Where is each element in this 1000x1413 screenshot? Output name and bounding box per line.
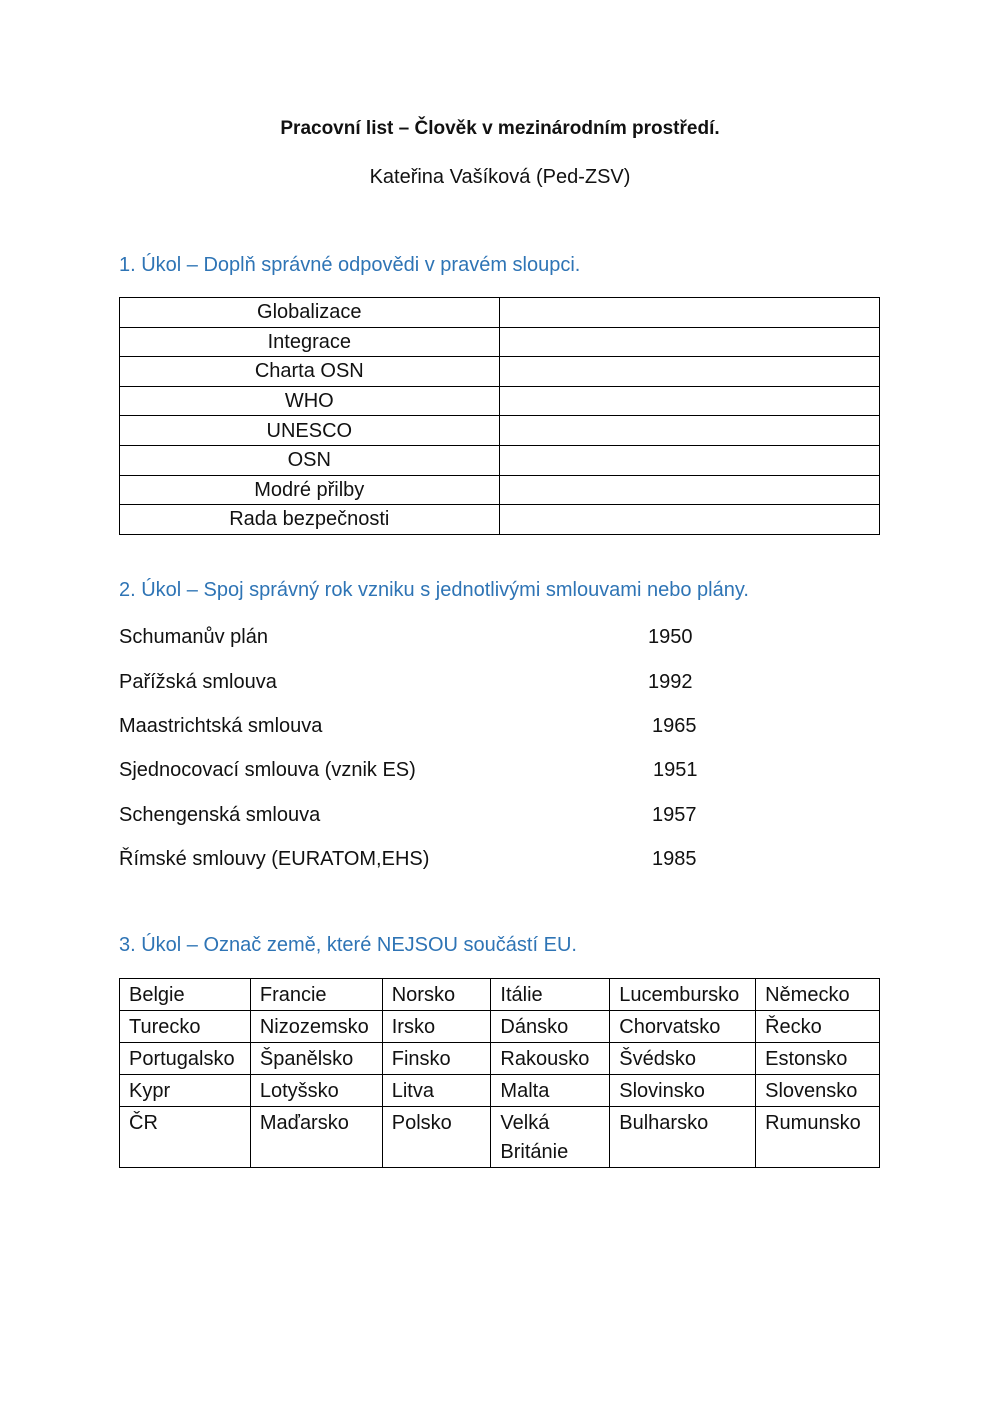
treaty-label[interactable]: Maastrichtská smlouva xyxy=(119,715,323,737)
term-cell: Modré přilby xyxy=(120,475,500,505)
country-cell[interactable]: Slovensko xyxy=(756,1075,880,1107)
match-row xyxy=(119,844,759,874)
year-label[interactable]: 1951 xyxy=(653,759,698,781)
table-row xyxy=(120,416,880,446)
country-cell[interactable]: Lucembursko xyxy=(610,979,756,1011)
task2-heading: 2. Úkol – Spoj správný rok vzniku s jednotlivými smlouvami nebo plány. xyxy=(119,579,749,601)
country-cell[interactable]: Finsko xyxy=(382,1043,491,1075)
match-row xyxy=(119,667,759,697)
country-cell[interactable]: ČR xyxy=(120,1107,251,1168)
table-row xyxy=(120,979,880,1011)
country-cell[interactable]: Belgie xyxy=(120,979,251,1011)
country-cell[interactable]: Dánsko xyxy=(491,1011,610,1043)
term-cell: Globalizace xyxy=(120,298,500,328)
country-cell[interactable]: Švédsko xyxy=(610,1043,756,1075)
table-row xyxy=(120,1075,880,1107)
table-row xyxy=(120,327,880,357)
term-cell: WHO xyxy=(120,386,500,416)
table-row xyxy=(120,475,880,505)
country-cell[interactable]: Polsko xyxy=(382,1107,491,1168)
worksheet-title: Pracovní list – Člověk v mezinárodním prostředí. xyxy=(280,118,720,139)
table-row xyxy=(120,386,880,416)
country-cell[interactable]: Itálie xyxy=(491,979,610,1011)
country-cell[interactable]: Rakousko xyxy=(491,1043,610,1075)
treaty-label[interactable]: Sjednocovací smlouva (vznik ES) xyxy=(119,759,416,781)
country-cell[interactable]: Slovinsko xyxy=(610,1075,756,1107)
table-row xyxy=(120,357,880,387)
answer-cell[interactable] xyxy=(499,505,879,535)
table-row xyxy=(120,1043,880,1075)
year-label[interactable]: 1965 xyxy=(652,715,697,737)
country-cell[interactable]: Rumunsko xyxy=(756,1107,880,1168)
country-cell[interactable]: Velká Británie xyxy=(491,1107,610,1168)
match-row xyxy=(119,622,759,652)
country-cell[interactable]: Kypr xyxy=(120,1075,251,1107)
task3-heading: 3. Úkol – Označ země, které NEJSOU součástí EU. xyxy=(119,934,577,956)
answer-cell[interactable] xyxy=(499,475,879,505)
answer-cell[interactable] xyxy=(499,445,879,475)
year-label[interactable]: 1992 xyxy=(648,671,693,693)
table-row xyxy=(120,298,880,328)
year-label[interactable]: 1957 xyxy=(652,804,697,826)
answer-cell[interactable] xyxy=(499,386,879,416)
country-cell[interactable]: Španělsko xyxy=(250,1043,382,1075)
worksheet-author: Kateřina Vašíková (Ped-ZSV) xyxy=(369,166,631,188)
country-cell[interactable]: Estonsko xyxy=(756,1043,880,1075)
task3-countries-table xyxy=(119,978,880,1168)
country-cell[interactable]: Norsko xyxy=(382,979,491,1011)
country-cell[interactable]: Německo xyxy=(756,979,880,1011)
table-row xyxy=(120,505,880,535)
country-cell[interactable]: Řecko xyxy=(756,1011,880,1043)
table-row xyxy=(120,1011,880,1043)
task1-heading: 1. Úkol – Doplň správné odpovědi v pravém sloupci. xyxy=(119,254,581,276)
treaty-label[interactable]: Schengenská smlouva xyxy=(119,804,321,826)
country-cell[interactable]: Chorvatsko xyxy=(610,1011,756,1043)
match-row xyxy=(119,755,759,785)
country-cell[interactable]: Bulharsko xyxy=(610,1107,756,1168)
table-row xyxy=(120,1107,880,1168)
answer-cell[interactable] xyxy=(499,298,879,328)
country-cell[interactable]: Turecko xyxy=(120,1011,251,1043)
term-cell: OSN xyxy=(120,445,500,475)
answer-cell[interactable] xyxy=(499,416,879,446)
treaty-label[interactable]: Pařížská smlouva xyxy=(119,671,277,693)
term-cell: Rada bezpečnosti xyxy=(120,505,500,535)
country-cell[interactable]: Litva xyxy=(382,1075,491,1107)
answer-cell[interactable] xyxy=(499,327,879,357)
table-row xyxy=(120,445,880,475)
country-cell[interactable]: Nizozemsko xyxy=(250,1011,382,1043)
country-cell[interactable]: Maďarsko xyxy=(250,1107,382,1168)
match-row xyxy=(119,800,759,830)
treaty-label[interactable]: Římské smlouvy (EURATOM,EHS) xyxy=(119,848,430,870)
term-cell: Integrace xyxy=(120,327,500,357)
term-cell: Charta OSN xyxy=(120,357,500,387)
country-cell[interactable]: Francie xyxy=(250,979,382,1011)
country-cell[interactable]: Portugalsko xyxy=(120,1043,251,1075)
country-cell[interactable]: Malta xyxy=(491,1075,610,1107)
treaty-label[interactable]: Schumanův plán xyxy=(119,626,268,648)
country-cell[interactable]: Irsko xyxy=(382,1011,491,1043)
answer-cell[interactable] xyxy=(499,357,879,387)
country-cell[interactable]: Lotyšsko xyxy=(250,1075,382,1107)
year-label[interactable]: 1950 xyxy=(648,626,693,648)
match-row xyxy=(119,711,759,741)
term-cell: UNESCO xyxy=(120,416,500,446)
task1-table xyxy=(119,297,880,535)
year-label[interactable]: 1985 xyxy=(652,848,697,870)
